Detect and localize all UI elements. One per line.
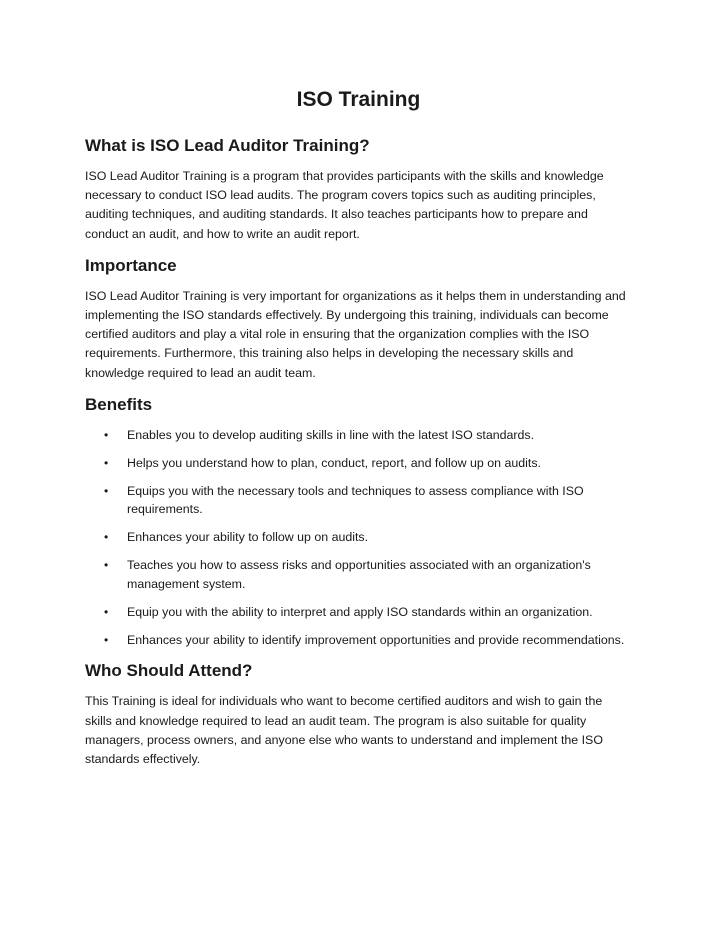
bullet-icon: •: [104, 632, 109, 647]
bullet-icon: •: [104, 455, 109, 470]
section-importance: [85, 254, 632, 383]
list-item: [85, 528, 632, 547]
list-item-text: Enhances your ability to follow up on audits.: [127, 530, 369, 545]
section-heading: Who Should Attend?: [85, 661, 253, 681]
bullet-icon: •: [104, 483, 109, 498]
list-item: [85, 603, 632, 622]
benefits-list: [85, 426, 632, 650]
section-benefits: [85, 393, 632, 650]
section-heading: Importance: [85, 255, 177, 275]
section-paragraph: ISO Lead Auditor Training is very important for organizations as it helps them in understanding and implementing the ISO standards effectively. By undergoing this training, individuals can become certified auditors and play a vital role in ensuring that the organization complies with the ISO requirements. Furthermore, this training also helps in developing the necessary skills and knowledge required to lead an audit team.: [85, 288, 626, 380]
bullet-icon: •: [104, 558, 109, 573]
list-item: [85, 426, 632, 445]
list-item: [85, 556, 632, 593]
page-title: ISO Training: [296, 88, 421, 111]
bullet-icon: •: [104, 604, 109, 619]
list-item-text: Equip you with the ability to interpret and apply ISO standards within an organization.: [127, 604, 593, 619]
section-heading: Benefits: [85, 394, 153, 414]
list-item: [85, 482, 632, 519]
list-item-text: Teaches you how to assess risks and opportunities associated with an organization's management system.: [127, 558, 591, 591]
list-item: [85, 631, 632, 650]
section-paragraph: This Training is ideal for individuals who want to become certified auditors and wish to gain the skills and knowledge required to lead an audit team. The program is also suitable for quality managers, process owners, and anyone else who wants to understand and implement the ISO standards effectively.: [85, 694, 603, 766]
bullet-icon: •: [104, 530, 109, 545]
section-what-is: [85, 134, 632, 244]
bullet-icon: •: [104, 427, 109, 442]
list-item-text: Enhances your ability to identify improvement opportunities and provide recommendations.: [127, 632, 625, 647]
section-heading: What is ISO Lead Auditor Training?: [85, 136, 370, 155]
list-item-text: Helps you understand how to plan, conduct, report, and follow up on audits.: [127, 455, 541, 470]
list-item-text: Enables you to develop auditing skills in line with the latest ISO standards.: [127, 427, 535, 442]
section-paragraph: ISO Lead Auditor Training is a program that provides participants with the skills and knowledge necessary to conduct ISO lead audits. The program covers topics such as auditing principles, auditing techniques, and auditing standards. It also teaches participants how to prepare and conduct an audit, and how to write an audit report.: [85, 169, 604, 241]
list-item: [85, 454, 632, 473]
list-item-text: Equips you with the necessary tools and techniques to assess compliance with ISO requirements.: [127, 483, 584, 517]
section-who-should-attend: [85, 659, 632, 769]
